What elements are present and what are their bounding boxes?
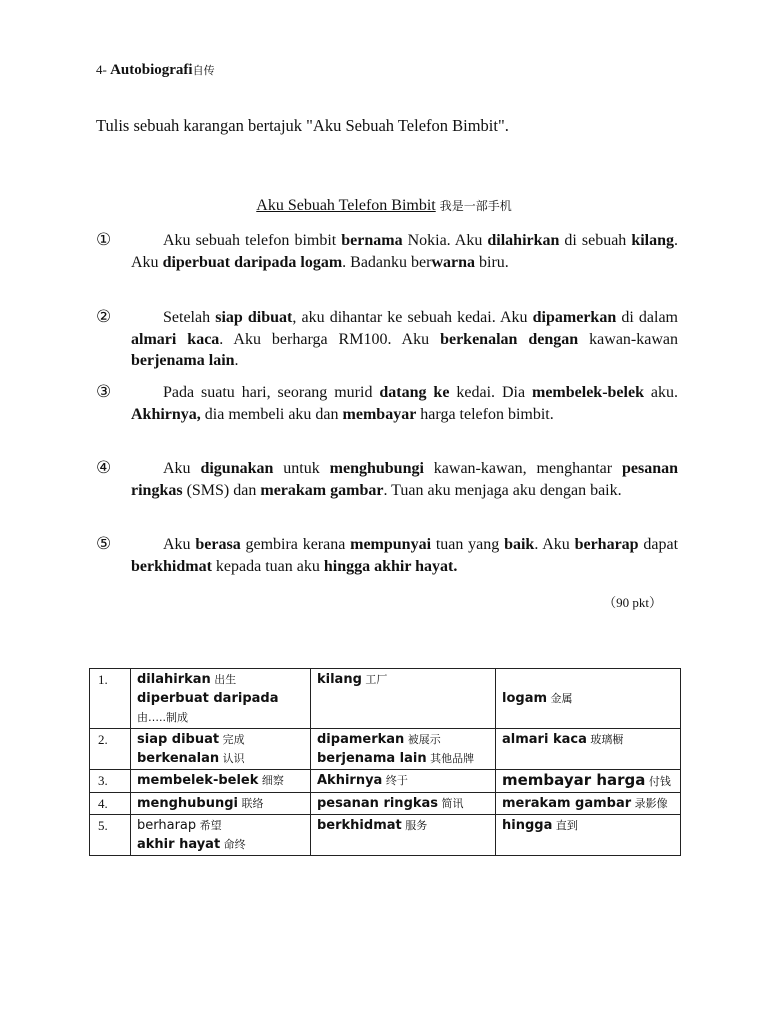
vocab-cell [311,815,496,856]
table-row [90,793,681,815]
vocab-entry [502,689,674,708]
keyword: dipamerkan [532,309,617,326]
text-run: Aku [163,460,201,477]
text-run: . Badanku ber [342,253,432,271]
vocab-cell [311,770,496,793]
paragraph-text [131,458,678,501]
vocab-word: berkhidmat [317,818,402,833]
text-run: (SMS) dan [182,481,261,499]
text-run: Setelah [163,309,216,326]
essay-title-zh: 我是一部手机 [439,199,512,213]
essay-paragraph [96,458,678,501]
vocab-word: dilahirkan [137,672,211,687]
text-run: kawan-kawan, menghantar [423,460,622,477]
vocab-cell [131,729,311,770]
vocab-entry [502,771,674,791]
row-number: 3. [90,770,131,793]
paragraph-text [131,534,678,577]
row-number: 1. [90,669,131,729]
vocab-cell [496,815,681,856]
text-run: tuan yang [431,536,505,553]
keyword: warna [431,253,476,271]
paragraph-number: ⑤ [96,534,112,554]
row-number: 2. [90,729,131,770]
vocab-meaning-zh: 联络 [238,797,264,810]
keyword: pesanan ringkas [131,460,678,499]
vocab-word: siap dibuat [137,732,220,747]
section-title: Autobiografi [110,62,193,78]
text-run: harga telefon bimbit. [416,405,554,423]
keyword: kilang [631,232,675,249]
vocab-word: hingga [502,818,553,833]
vocab-meaning-zh: 出生 [210,673,237,686]
vocab-entry [137,730,304,749]
vocab-cell [496,669,681,729]
vocab-cell [131,793,311,815]
vocab-cell [496,770,681,793]
text-run: gembira kerana [240,536,351,553]
text-run: untuk [273,460,330,477]
vocab-entry [317,794,489,813]
keyword: dilahirkan [487,232,560,249]
keyword: diperbuat daripada logam [162,253,343,271]
essay-title [0,197,768,215]
vocab-entry [137,749,304,768]
keyword: Akhirnya, [131,405,201,423]
paragraph-text [131,382,678,425]
vocab-cell [131,770,311,793]
text-run: , aku dihantar ke sebuah kedai. Aku [292,309,533,326]
vocab-word: Akhirnya [317,773,383,788]
keyword: berjenama lain [131,352,235,369]
vocab-word: berharap [137,818,197,833]
vocab-entry [137,670,304,689]
vocab-entry [137,794,304,813]
vocab-meaning-zh: 认识 [219,752,245,765]
vocab-meaning-zh: 工厂 [361,673,388,686]
row-number: 4. [90,793,131,815]
text-run: di sebuah [559,232,632,249]
vocab-entry [317,771,489,790]
table-row [90,815,681,856]
essay-paragraph [96,230,678,273]
section-number: 4- [96,62,107,77]
section-heading [96,62,215,79]
vocab-entry [502,730,674,749]
vocab-meaning-zh: 直到 [552,819,578,832]
vocab-word: logam [502,691,548,706]
vocab-cell [496,729,681,770]
text-run: Nokia. Aku [402,232,488,249]
vocab-word: berkenalan [137,751,220,766]
vocab-meaning-zh: 被展示 [404,733,441,746]
table-row [90,770,681,793]
vocab-cell [311,669,496,729]
keyword: datang ke [379,384,450,401]
vocab-entry [137,816,304,835]
vocab-cell [311,793,496,815]
vocab-entry [137,689,304,727]
keyword: baik [504,536,535,553]
essay-paragraph [96,382,678,425]
vocab-entry [317,816,489,835]
vocab-word: pesanan ringkas [317,796,439,811]
keyword: merakam gambar [260,481,384,499]
keyword: almari kaca [131,330,220,348]
vocab-meaning-zh: 由…..制成 [137,711,188,724]
vocab-word: merakam gambar [502,796,632,811]
points-label: （90 pkt） [603,595,662,610]
vocab-meaning-zh: 付钱 [645,775,671,788]
text-run: dapat [638,536,679,553]
vocab-meaning-zh: 录影像 [631,797,668,810]
keyword: hingga akhir hayat. [323,557,458,575]
vocab-entry [502,670,674,689]
row-number: 5. [90,815,131,856]
vocab-word: diperbuat daripada [137,691,279,706]
essay-paragraph [96,534,678,577]
table-row [90,669,681,729]
instruction-text: Tulis sebuah karangan bertajuk "Aku Sebuah Telefon Bimbit". [96,116,509,135]
vocab-meaning-zh: 玻璃橱 [586,733,624,746]
vocabulary-table [89,668,681,856]
paragraph-number: ③ [96,382,112,402]
vocab-meaning-zh: 命终 [220,838,246,851]
vocab-cell [311,729,496,770]
vocab-entry [317,670,489,689]
keyword: digunakan [200,460,274,477]
vocab-word: kilang [317,672,362,687]
text-run: Aku sebuah telefon bimbit [163,232,342,249]
text-run: . Aku [534,536,575,553]
vocab-cell [131,669,311,729]
text-run: Pada suatu hari, seorang murid [163,384,380,401]
vocab-meaning-zh: 终于 [382,774,408,787]
text-run: di dalam [616,309,679,326]
vocab-word: membelek-belek [137,773,259,788]
vocab-meaning-zh: 服务 [401,819,428,832]
section-title-zh: 自传 [192,64,215,77]
paragraph-text [131,307,678,372]
vocab-entry [502,794,674,813]
vocab-meaning-zh: 希望 [196,819,222,832]
vocab-meaning-zh: 简讯 [438,797,464,810]
vocab-entry [317,749,489,768]
vocab-meaning-zh: 金属 [547,692,573,705]
vocab-word: akhir hayat [137,837,221,852]
keyword: bernama [341,232,403,249]
vocab-entry [137,835,304,854]
keyword: berkenalan dengan [440,330,579,348]
paragraph-number: ② [96,307,112,327]
paragraph-number: ① [96,230,112,250]
text-run: dia membeli aku dan [200,405,343,423]
vocab-meaning-zh: 其他品牌 [426,752,475,765]
vocab-word: menghubungi [137,796,239,811]
text-run: Aku [163,536,196,553]
text-run: kawan-kawan [578,330,679,348]
vocab-entry [317,730,489,749]
text-run: . [234,352,239,369]
table-row [90,729,681,770]
vocab-meaning-zh: 完成 [219,733,245,746]
keyword: mempunyai [350,536,432,553]
keyword: berasa [195,536,241,553]
text-run: . Aku [131,232,679,271]
text-run: aku. [643,384,678,401]
paragraph-number: ④ [96,458,112,478]
keyword: siap dibuat [215,309,293,326]
text-run: biru. [475,253,509,271]
vocab-word: membayar harga [502,771,646,789]
vocab-entry [137,771,304,790]
keyword: membayar [342,405,417,423]
vocab-word: berjenama lain [317,751,427,766]
essay-paragraph [96,307,678,372]
keyword: berharap [574,536,639,553]
keyword: berkhidmat [131,557,212,575]
vocab-cell [496,793,681,815]
text-run: . Aku berharga RM100. Aku [219,330,441,348]
keyword: membelek-belek [531,384,644,401]
paragraph-text [131,230,678,273]
text-run: kedai. Dia [449,384,532,401]
vocab-word: dipamerkan [317,732,405,747]
vocab-cell [131,815,311,856]
text-run: . Tuan aku menjaga aku dengan baik. [383,481,622,499]
vocab-entry [502,816,674,835]
essay-title-text: Aku Sebuah Telefon Bimbit [256,197,436,214]
vocab-meaning-zh: 细察 [258,774,284,787]
text-run: kepada tuan aku [211,557,324,575]
keyword: menghubungi [329,460,424,477]
vocab-word: almari kaca [502,732,587,747]
